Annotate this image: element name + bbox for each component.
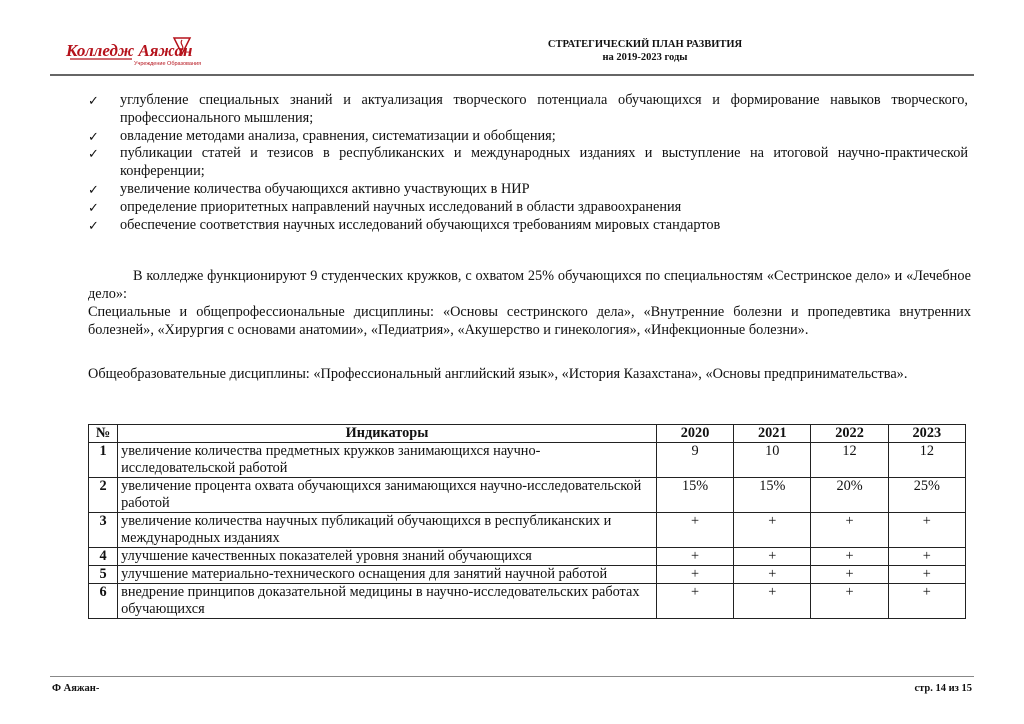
value-2022: + <box>811 548 888 566</box>
bullet-list <box>88 92 968 234</box>
table-row <box>89 566 966 584</box>
value-2020: + <box>656 513 733 548</box>
indicator-text: улучшение качественных показателей уровня знаний обучающихся <box>118 548 657 566</box>
paragraph-special-disciplines: Специальные и общепрофессиональные дисциплины: «Основы сестринского дела», «Внутренние болезни и пропедевтика внутренних болезней», «Хирургия с основами анатомии», «Педиатрия», «Акушерство и гинекология», «Инфекционные болезни». <box>88 304 971 338</box>
value-2023: 12 <box>888 443 965 478</box>
value-2021: 15% <box>734 478 811 513</box>
logo-text: Колледж Аяжан <box>66 41 193 60</box>
value-2023: + <box>888 584 965 619</box>
row-number: 1 <box>89 443 118 478</box>
indicator-text: увеличение количества научных публикаций обучающихся в республиканских и международных изданиях <box>118 513 657 548</box>
checkmark-icon: ✓ <box>88 146 99 162</box>
checkmark-icon: ✓ <box>88 199 99 215</box>
value-2022: + <box>811 566 888 584</box>
indicator-text: увеличение процента охвата обучающихся занимающихся научно-исследовательской работой <box>118 478 657 513</box>
header-2021: 2021 <box>734 425 811 443</box>
list-item: ✓ публикации статей и тезисов в республиканских и международных изданиях и выступление на итоговой научно-практической конференции; <box>88 145 968 180</box>
indicator-text: внедрение принципов доказательной медицины в научно-исследовательских работах обучающихся <box>118 584 657 619</box>
value-2020: 9 <box>656 443 733 478</box>
header-divider <box>50 74 974 76</box>
checkmark-icon: ✓ <box>88 93 99 108</box>
indicator-text: увеличение количества предметных кружков занимающихся научно-исследовательской работой <box>118 443 657 478</box>
paragraph-circles: В колледже функционируют 9 студенческих кружков, с охватом 25% обучающихся по специальностям «Сестринское дело» и «Лечебное дело»: <box>88 268 971 302</box>
value-2023: + <box>888 513 965 548</box>
value-2021: + <box>734 548 811 566</box>
header-2023: 2023 <box>888 425 965 443</box>
value-2020: + <box>656 548 733 566</box>
value-2023: 25% <box>888 478 965 513</box>
indicators-table <box>88 424 966 619</box>
header-number: № <box>89 425 118 443</box>
paragraph-general-disciplines: Общеобразовательные дисциплины: «Профессиональный английский язык», «История Казахстана», «Основы предпринимательства». <box>88 366 908 382</box>
list-item: ✓ обеспечение соответствия научных исследований обучающихся требованиям мировых стандартов <box>88 216 721 233</box>
footer-page-number: стр. 14 из 15 <box>914 683 972 694</box>
footer-divider <box>50 676 974 677</box>
row-number: 5 <box>89 566 118 584</box>
header-indicators: Индикаторы <box>118 425 657 443</box>
value-2020: 15% <box>656 478 733 513</box>
row-number: 4 <box>89 548 118 566</box>
list-item: ✓ увеличение количества обучающихся активно участвующих в НИР <box>88 180 530 197</box>
value-2020: + <box>656 566 733 584</box>
value-2022: + <box>811 513 888 548</box>
table-row <box>89 584 966 619</box>
header-2020: 2020 <box>656 425 733 443</box>
row-number: 2 <box>89 478 118 513</box>
checkmark-icon: ✓ <box>88 217 99 233</box>
college-logo <box>62 32 207 70</box>
checkmark-icon: ✓ <box>88 128 99 144</box>
list-item: ✓ углубление специальных знаний и актуализация творческого потенциала обучающихся и формирование навыков творческого, профессионального мышления; <box>88 92 968 126</box>
title-line-1: СТРАТЕГИЧЕСКИЙ ПЛАН РАЗВИТИЯ <box>547 39 743 50</box>
page-header <box>50 28 974 72</box>
value-2023: + <box>888 548 965 566</box>
value-2023: + <box>888 566 965 584</box>
logo-subtext: Учреждение Образования <box>134 61 202 67</box>
value-2021: 10 <box>734 443 811 478</box>
list-item: ✓ определение приоритетных направлений научных исследований в области здравоохранения <box>88 198 682 215</box>
row-number: 3 <box>89 513 118 548</box>
title-line-2: на 2019-2023 годы <box>602 52 688 63</box>
list-item: ✓ овладение методами анализа, сравнения, систематизации и обобщения; <box>88 127 556 144</box>
footer-doc-code: Ф Аяжан- <box>52 683 100 694</box>
table-row <box>89 443 966 478</box>
document-title <box>480 38 810 64</box>
value-2022: 12 <box>811 443 888 478</box>
header-2022: 2022 <box>811 425 888 443</box>
row-number: 6 <box>89 584 118 619</box>
value-2020: + <box>656 584 733 619</box>
table-row <box>89 548 966 566</box>
value-2022: + <box>811 584 888 619</box>
value-2021: + <box>734 584 811 619</box>
table-row <box>89 478 966 513</box>
table-header-row <box>89 425 966 443</box>
value-2022: 20% <box>811 478 888 513</box>
checkmark-icon: ✓ <box>88 181 99 197</box>
table-row <box>89 513 966 548</box>
value-2021: + <box>734 566 811 584</box>
indicator-text: улучшение материально-технического оснащения для занятий научной работой <box>118 566 657 584</box>
value-2021: + <box>734 513 811 548</box>
